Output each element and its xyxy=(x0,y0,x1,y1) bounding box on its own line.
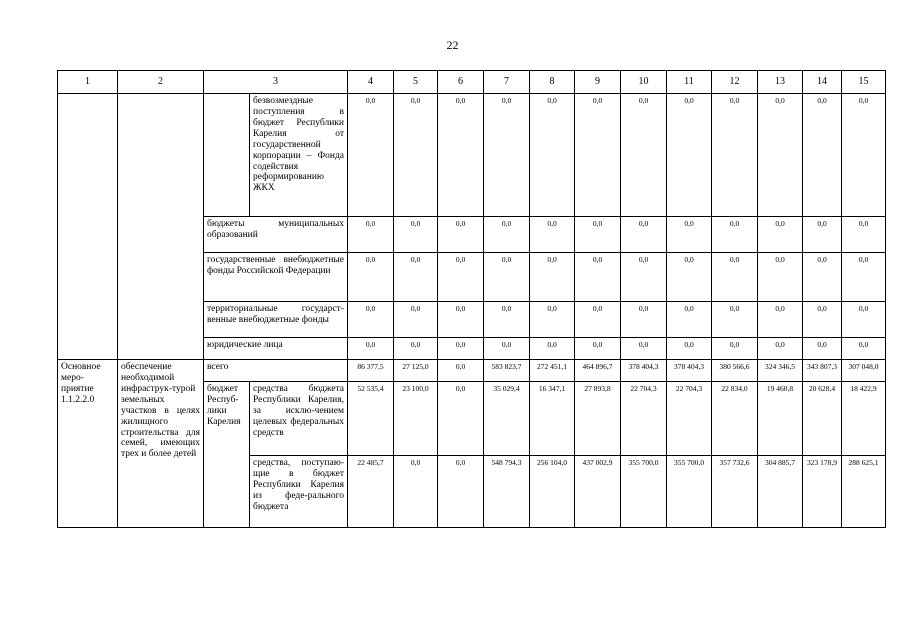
value-cell: 323 178,9 xyxy=(803,456,842,528)
value-cell: 0,0 xyxy=(438,302,484,338)
value-cell: 0,0 xyxy=(348,253,394,302)
value-cell: 0,0 xyxy=(712,338,758,360)
value-cell: 0,0 xyxy=(394,456,438,528)
value-cell: 0,0 xyxy=(803,302,842,338)
value-cell: 0,0 xyxy=(803,217,842,253)
value-cell: 0,0 xyxy=(484,338,530,360)
table-row xyxy=(58,360,886,382)
value-cell: 0,0 xyxy=(712,94,758,217)
header-cell: 1 xyxy=(58,71,118,94)
empty-cell xyxy=(118,94,204,360)
value-cell: 256 104,0 xyxy=(530,456,575,528)
header-cell: 4 xyxy=(348,71,394,94)
value-cell: 0,0 xyxy=(484,302,530,338)
value-cell: 357 732,6 xyxy=(712,456,758,528)
value-cell: 0,0 xyxy=(575,94,621,217)
row-label: безвозмездные поступления в бюджет Республики Карелия от государственной корпорации – Фонда содействия реформированию ЖКХ xyxy=(250,94,348,217)
page-number: 22 xyxy=(446,38,459,52)
value-cell: 288 625,1 xyxy=(842,456,886,528)
value-cell: 0,0 xyxy=(394,302,438,338)
value-cell: 0,0 xyxy=(621,217,667,253)
value-cell: 0,0 xyxy=(530,338,575,360)
value-cell: 0,0 xyxy=(438,456,484,528)
value-cell: 0,0 xyxy=(394,94,438,217)
value-cell: 437 002,9 xyxy=(575,456,621,528)
row-label: государственные внебюджетные фонды Российской Федерации xyxy=(204,253,348,302)
value-cell: 0,0 xyxy=(438,94,484,217)
table-row xyxy=(58,94,886,217)
empty-cell xyxy=(58,94,118,360)
value-cell: 0,0 xyxy=(667,338,712,360)
empty-cell xyxy=(204,94,250,217)
value-cell: 272 451,1 xyxy=(530,360,575,382)
header-cell: 14 xyxy=(803,71,842,94)
value-cell: 0,0 xyxy=(348,338,394,360)
header-cell: 6 xyxy=(438,71,484,94)
value-cell: 0,0 xyxy=(530,253,575,302)
value-cell: 0,0 xyxy=(667,94,712,217)
value-cell: 0,0 xyxy=(803,94,842,217)
value-cell: 378 404,3 xyxy=(621,360,667,382)
value-cell: 583 823,7 xyxy=(484,360,530,382)
value-cell: 307 048,0 xyxy=(842,360,886,382)
header-cell: 5 xyxy=(394,71,438,94)
value-cell: 0,0 xyxy=(484,217,530,253)
value-cell: 22 834,0 xyxy=(712,382,758,456)
value-cell: 343 807,3 xyxy=(803,360,842,382)
value-cell: 0,0 xyxy=(348,217,394,253)
value-cell: 0,0 xyxy=(575,217,621,253)
value-cell: 0,0 xyxy=(712,302,758,338)
value-cell: 0,0 xyxy=(667,253,712,302)
value-cell: 0,0 xyxy=(438,360,484,382)
value-cell: 548 794,3 xyxy=(484,456,530,528)
row-label: бюджеты муниципальных образований xyxy=(204,217,348,253)
value-cell: 0,0 xyxy=(530,94,575,217)
header-cell: 2 xyxy=(118,71,204,94)
value-cell: 20 628,4 xyxy=(803,382,842,456)
row-label: территориальные государст-венные внебюджетные фонды xyxy=(204,302,348,338)
value-cell: 0,0 xyxy=(803,253,842,302)
value-cell: 0,0 xyxy=(575,338,621,360)
value-cell: 18 422,9 xyxy=(842,382,886,456)
header-cell: 12 xyxy=(712,71,758,94)
value-cell: 0,0 xyxy=(667,217,712,253)
value-cell: 0,0 xyxy=(530,302,575,338)
value-cell: 0,0 xyxy=(842,217,886,253)
value-cell: 0,0 xyxy=(712,253,758,302)
value-cell: 0,0 xyxy=(842,338,886,360)
value-cell: 0,0 xyxy=(348,94,394,217)
value-cell: 0,0 xyxy=(842,253,886,302)
value-cell: 16 347,1 xyxy=(530,382,575,456)
value-cell: 22 704,3 xyxy=(621,382,667,456)
value-cell: 0,0 xyxy=(438,217,484,253)
value-cell: 0,0 xyxy=(394,338,438,360)
value-cell: 0,0 xyxy=(758,94,803,217)
header-cell: 15 xyxy=(842,71,886,94)
value-cell: 0,0 xyxy=(438,382,484,456)
value-cell: 0,0 xyxy=(842,302,886,338)
header-cell: 10 xyxy=(621,71,667,94)
value-cell: 0,0 xyxy=(758,217,803,253)
value-cell: 23 100,0 xyxy=(394,382,438,456)
value-cell: 0,0 xyxy=(712,217,758,253)
value-cell: 0,0 xyxy=(484,253,530,302)
value-cell: 380 566,6 xyxy=(712,360,758,382)
row-label: всего xyxy=(204,360,348,382)
header-cell: 9 xyxy=(575,71,621,94)
value-cell: 35 029,4 xyxy=(484,382,530,456)
value-cell: 0,0 xyxy=(621,253,667,302)
header-cell: 3 xyxy=(204,71,348,94)
value-cell: 378 404,3 xyxy=(667,360,712,382)
value-cell: 0,0 xyxy=(842,94,886,217)
value-cell: 0,0 xyxy=(438,253,484,302)
value-cell: 22 704,3 xyxy=(667,382,712,456)
value-cell: 355 700,0 xyxy=(667,456,712,528)
value-cell: 0,0 xyxy=(438,338,484,360)
value-cell: 0,0 xyxy=(394,217,438,253)
row-label: юридические лица xyxy=(204,338,348,360)
value-cell: 0,0 xyxy=(348,302,394,338)
value-cell: 0,0 xyxy=(667,302,712,338)
value-cell: 464 896,7 xyxy=(575,360,621,382)
value-cell: 0,0 xyxy=(621,302,667,338)
value-cell: 355 700,0 xyxy=(621,456,667,528)
row-label: средства бюджета Республики Карелия, за исклю-чением целевых федеральных средств xyxy=(250,382,348,456)
value-cell: 0,0 xyxy=(758,253,803,302)
value-cell: 0,0 xyxy=(575,302,621,338)
row-label: средства, поступаю-щие в бюджет Республики Карелия из феде-рального бюджета xyxy=(250,456,348,528)
header-row xyxy=(58,71,886,94)
value-cell: 27 125,0 xyxy=(394,360,438,382)
value-cell: 0,0 xyxy=(575,253,621,302)
value-cell: 22 485,7 xyxy=(348,456,394,528)
value-cell: 0,0 xyxy=(621,338,667,360)
value-cell: 27 893,8 xyxy=(575,382,621,456)
header-cell: 11 xyxy=(667,71,712,94)
budget-table xyxy=(57,70,886,528)
header-cell: 8 xyxy=(530,71,575,94)
header-cell: 7 xyxy=(484,71,530,94)
value-cell: 0,0 xyxy=(484,94,530,217)
activity-code: Основное меро-приятие 1.1.2.2.0 xyxy=(58,360,118,528)
value-cell: 0,0 xyxy=(530,217,575,253)
value-cell: 52 535,4 xyxy=(348,382,394,456)
value-cell: 0,0 xyxy=(394,253,438,302)
value-cell: 86 377,5 xyxy=(348,360,394,382)
value-cell: 0,0 xyxy=(758,338,803,360)
value-cell: 304 885,7 xyxy=(758,456,803,528)
activity-name: обеспечение необходимой инфраструк-турой земельных участков в целях жилищного строительства для семей, имеющих трех и более детей xyxy=(118,360,204,528)
value-cell: 0,0 xyxy=(758,302,803,338)
value-cell: 19 460,8 xyxy=(758,382,803,456)
value-cell: 0,0 xyxy=(803,338,842,360)
value-cell: 0,0 xyxy=(621,94,667,217)
budget-label: бюджет Респуб-лики Карелия xyxy=(204,382,250,528)
value-cell: 324 346,5 xyxy=(758,360,803,382)
header-cell: 13 xyxy=(758,71,803,94)
